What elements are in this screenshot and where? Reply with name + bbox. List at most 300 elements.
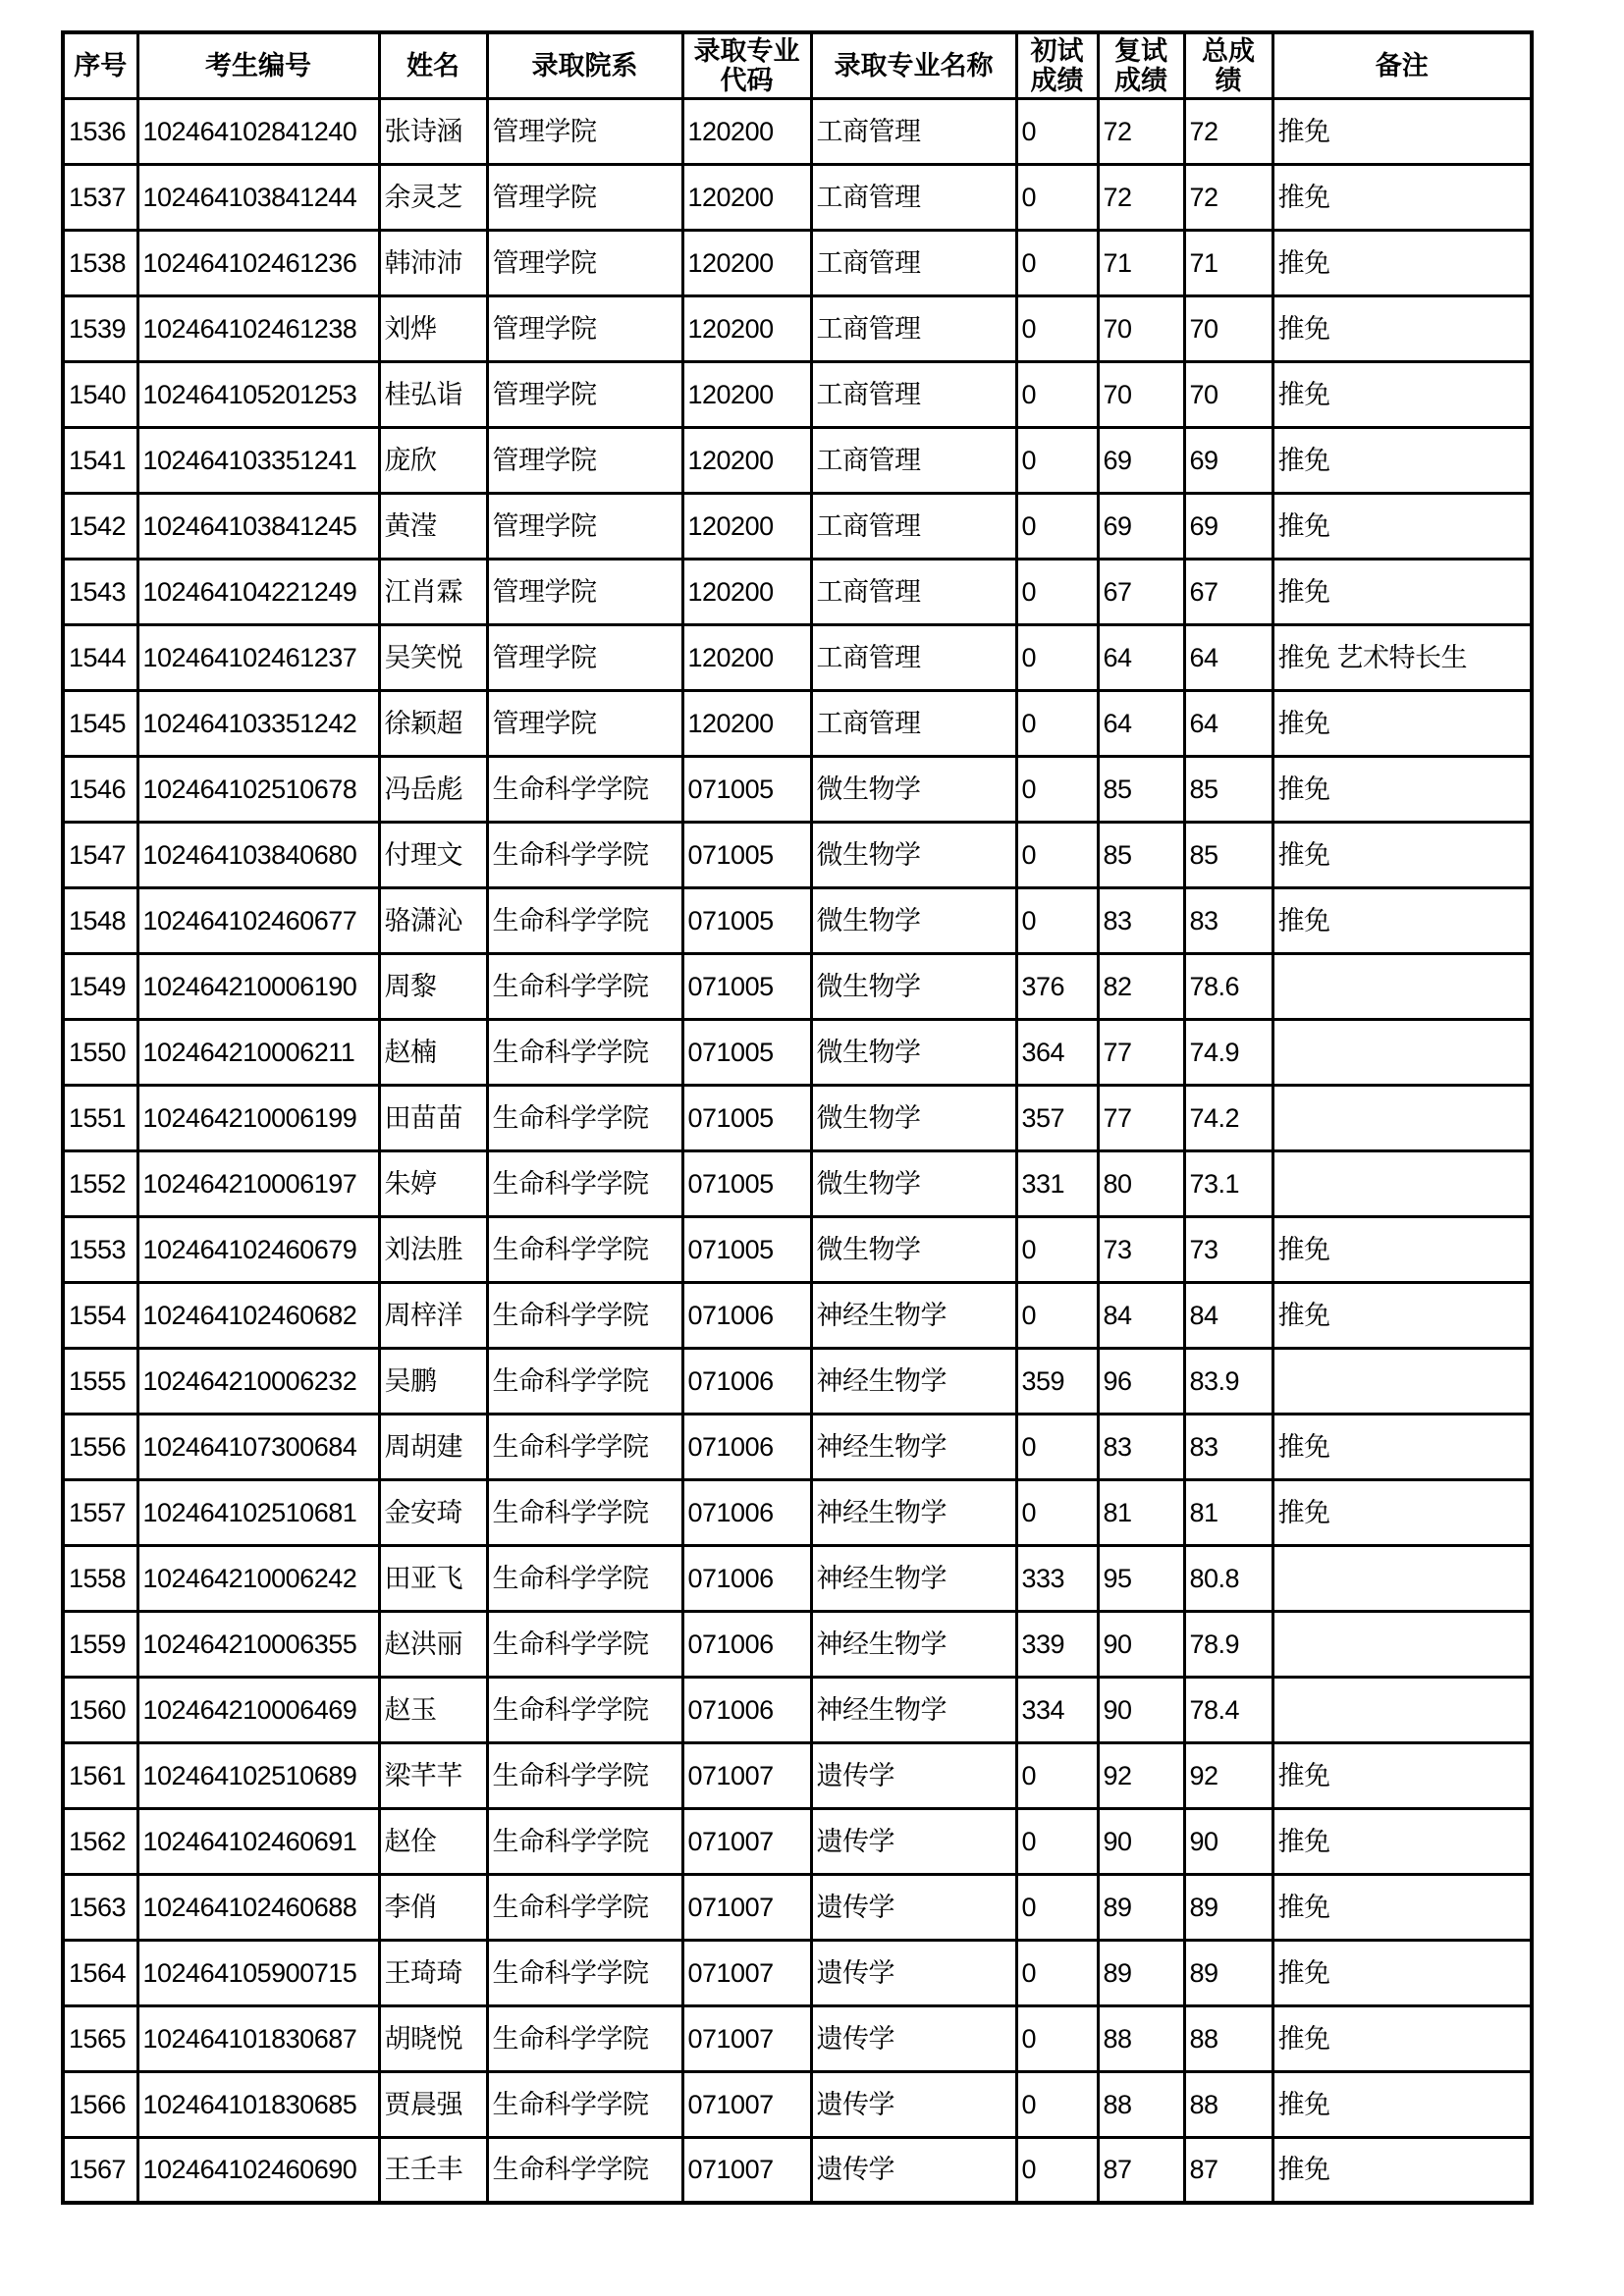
cell-prelim-score: 0	[1016, 2071, 1098, 2137]
cell-total-score: 83	[1184, 1414, 1272, 1479]
header-major-name	[811, 32, 1016, 98]
table-row	[63, 1545, 1532, 1611]
cell-serial-no: 1562	[63, 1808, 137, 1874]
cell-candidate-id: 102464102461237	[137, 624, 379, 690]
cell-candidate-id: 102464101830685	[137, 2071, 379, 2137]
cell-major-code: 071005	[682, 887, 811, 953]
cell-total-score: 78.4	[1184, 1677, 1272, 1742]
cell-remarks: 推免	[1272, 1216, 1532, 1282]
cell-serial-no: 1566	[63, 2071, 137, 2137]
cell-total-score: 88	[1184, 2005, 1272, 2071]
cell-major-name: 遗传学	[811, 2071, 1016, 2137]
cell-serial-no: 1546	[63, 756, 137, 822]
cell-candidate-id: 102464102460688	[137, 1874, 379, 1940]
cell-prelim-score: 0	[1016, 164, 1098, 230]
cell-remarks: 推免	[1272, 1282, 1532, 1348]
cell-prelim-score: 0	[1016, 624, 1098, 690]
table-row	[63, 1150, 1532, 1216]
cell-remarks	[1272, 1150, 1532, 1216]
cell-serial-no: 1550	[63, 1019, 137, 1085]
cell-name: 冯岳彪	[379, 756, 487, 822]
cell-retest-score: 69	[1098, 427, 1184, 493]
cell-major-code: 071005	[682, 822, 811, 887]
cell-major-code: 071005	[682, 1216, 811, 1282]
cell-remarks: 推免	[1272, 295, 1532, 361]
cell-prelim-score: 0	[1016, 98, 1098, 164]
cell-prelim-score: 0	[1016, 1479, 1098, 1545]
cell-name: 付理文	[379, 822, 487, 887]
cell-department: 生命科学学院	[487, 1677, 682, 1742]
cell-serial-no: 1542	[63, 493, 137, 559]
cell-retest-score: 88	[1098, 2071, 1184, 2137]
cell-major-code: 071007	[682, 1940, 811, 2005]
cell-department: 生命科学学院	[487, 1940, 682, 2005]
cell-total-score: 78.6	[1184, 953, 1272, 1019]
cell-candidate-id: 102464104221249	[137, 559, 379, 624]
cell-major-code: 071005	[682, 1019, 811, 1085]
cell-candidate-id: 102464103351242	[137, 690, 379, 756]
cell-department: 生命科学学院	[487, 1874, 682, 1940]
cell-serial-no: 1554	[63, 1282, 137, 1348]
cell-serial-no: 1540	[63, 361, 137, 427]
table-row	[63, 1808, 1532, 1874]
cell-prelim-score: 0	[1016, 1742, 1098, 1808]
cell-major-name: 工商管理	[811, 295, 1016, 361]
cell-candidate-id: 102464210006199	[137, 1085, 379, 1150]
cell-remarks: 推免	[1272, 427, 1532, 493]
cell-prelim-score: 0	[1016, 1282, 1098, 1348]
cell-department: 管理学院	[487, 230, 682, 295]
cell-major-name: 遗传学	[811, 2005, 1016, 2071]
cell-name: 刘法胜	[379, 1216, 487, 1282]
cell-total-score: 84	[1184, 1282, 1272, 1348]
cell-remarks: 推免	[1272, 1940, 1532, 2005]
cell-name: 余灵芝	[379, 164, 487, 230]
cell-serial-no: 1543	[63, 559, 137, 624]
cell-remarks: 推免	[1272, 559, 1532, 624]
cell-name: 赵佺	[379, 1808, 487, 1874]
cell-serial-no: 1559	[63, 1611, 137, 1677]
cell-retest-score: 67	[1098, 559, 1184, 624]
header-line: 姓名	[406, 50, 460, 80]
cell-retest-score: 89	[1098, 1874, 1184, 1940]
cell-department: 管理学院	[487, 164, 682, 230]
table-row	[63, 756, 1532, 822]
cell-major-name: 神经生物学	[811, 1545, 1016, 1611]
table-row	[63, 887, 1532, 953]
cell-prelim-score: 331	[1016, 1150, 1098, 1216]
cell-remarks: 推免	[1272, 1479, 1532, 1545]
table-row	[63, 1874, 1532, 1940]
cell-major-code: 071005	[682, 953, 811, 1019]
header-line: 初试	[1030, 35, 1084, 66]
cell-department: 生命科学学院	[487, 2005, 682, 2071]
cell-major-name: 遗传学	[811, 1940, 1016, 2005]
cell-total-score: 72	[1184, 164, 1272, 230]
cell-candidate-id: 102464210006190	[137, 953, 379, 1019]
cell-remarks: 推免	[1272, 230, 1532, 295]
cell-candidate-id: 102464105201253	[137, 361, 379, 427]
header-row	[63, 32, 1532, 98]
cell-prelim-score: 0	[1016, 1874, 1098, 1940]
cell-name: 骆潇沁	[379, 887, 487, 953]
cell-department: 管理学院	[487, 624, 682, 690]
cell-total-score: 92	[1184, 1742, 1272, 1808]
cell-serial-no: 1551	[63, 1085, 137, 1150]
table-row	[63, 361, 1532, 427]
cell-candidate-id: 102464210006211	[137, 1019, 379, 1085]
cell-major-name: 工商管理	[811, 427, 1016, 493]
table-row	[63, 1348, 1532, 1414]
cell-remarks	[1272, 1019, 1532, 1085]
cell-major-code: 120200	[682, 295, 811, 361]
cell-candidate-id: 102464102841240	[137, 98, 379, 164]
cell-remarks: 推免	[1272, 690, 1532, 756]
cell-department: 生命科学学院	[487, 1216, 682, 1282]
cell-name: 金安琦	[379, 1479, 487, 1545]
cell-major-code: 120200	[682, 361, 811, 427]
cell-remarks	[1272, 1611, 1532, 1677]
cell-department: 生命科学学院	[487, 887, 682, 953]
cell-total-score: 88	[1184, 2071, 1272, 2137]
cell-total-score: 81	[1184, 1479, 1272, 1545]
cell-total-score: 69	[1184, 493, 1272, 559]
cell-major-name: 工商管理	[811, 493, 1016, 559]
cell-total-score: 74.9	[1184, 1019, 1272, 1085]
cell-serial-no: 1549	[63, 953, 137, 1019]
cell-serial-no: 1556	[63, 1414, 137, 1479]
cell-name: 田亚飞	[379, 1545, 487, 1611]
cell-major-name: 工商管理	[811, 98, 1016, 164]
cell-department: 生命科学学院	[487, 756, 682, 822]
cell-candidate-id: 102464102460690	[137, 2137, 379, 2203]
cell-retest-score: 64	[1098, 624, 1184, 690]
cell-total-score: 78.9	[1184, 1611, 1272, 1677]
cell-retest-score: 71	[1098, 230, 1184, 295]
cell-retest-score: 64	[1098, 690, 1184, 756]
table-row	[63, 2071, 1532, 2137]
cell-remarks: 推免	[1272, 98, 1532, 164]
cell-major-code: 120200	[682, 427, 811, 493]
cell-retest-score: 90	[1098, 1808, 1184, 1874]
cell-total-score: 80.8	[1184, 1545, 1272, 1611]
cell-serial-no: 1552	[63, 1150, 137, 1216]
table-row	[63, 1282, 1532, 1348]
cell-prelim-score: 357	[1016, 1085, 1098, 1150]
cell-candidate-id: 102464103841245	[137, 493, 379, 559]
cell-retest-score: 88	[1098, 2005, 1184, 2071]
cell-candidate-id: 102464102460677	[137, 887, 379, 953]
table-row	[63, 1611, 1532, 1677]
cell-major-code: 120200	[682, 493, 811, 559]
cell-total-score: 72	[1184, 98, 1272, 164]
cell-major-code: 071006	[682, 1611, 811, 1677]
cell-department: 管理学院	[487, 361, 682, 427]
table-row	[63, 1940, 1532, 2005]
cell-total-score: 67	[1184, 559, 1272, 624]
cell-prelim-score: 339	[1016, 1611, 1098, 1677]
cell-department: 管理学院	[487, 559, 682, 624]
cell-retest-score: 70	[1098, 295, 1184, 361]
cell-major-code: 071007	[682, 2005, 811, 2071]
cell-total-score: 69	[1184, 427, 1272, 493]
cell-prelim-score: 0	[1016, 559, 1098, 624]
cell-name: 周梓洋	[379, 1282, 487, 1348]
header-serial-no	[63, 32, 137, 98]
cell-name: 王壬丰	[379, 2137, 487, 2203]
cell-retest-score: 92	[1098, 1742, 1184, 1808]
cell-serial-no: 1567	[63, 2137, 137, 2203]
header-total-score	[1184, 32, 1272, 98]
cell-department: 管理学院	[487, 98, 682, 164]
cell-major-name: 工商管理	[811, 559, 1016, 624]
cell-major-name: 神经生物学	[811, 1414, 1016, 1479]
table-row	[63, 624, 1532, 690]
cell-retest-score: 77	[1098, 1085, 1184, 1150]
cell-serial-no: 1545	[63, 690, 137, 756]
cell-department: 生命科学学院	[487, 953, 682, 1019]
cell-prelim-score: 0	[1016, 230, 1098, 295]
cell-remarks	[1272, 1677, 1532, 1742]
cell-serial-no: 1541	[63, 427, 137, 493]
cell-total-score: 70	[1184, 295, 1272, 361]
cell-serial-no: 1548	[63, 887, 137, 953]
header-line: 序号	[74, 50, 128, 80]
cell-major-name: 神经生物学	[811, 1348, 1016, 1414]
header-prelim-score	[1016, 32, 1098, 98]
cell-retest-score: 82	[1098, 953, 1184, 1019]
cell-name: 王琦琦	[379, 1940, 487, 2005]
cell-total-score: 74.2	[1184, 1085, 1272, 1150]
cell-major-name: 微生物学	[811, 887, 1016, 953]
cell-name: 张诗涵	[379, 98, 487, 164]
cell-major-code: 071005	[682, 1085, 811, 1150]
cell-retest-score: 96	[1098, 1348, 1184, 1414]
cell-remarks: 推免	[1272, 822, 1532, 887]
cell-retest-score: 89	[1098, 1940, 1184, 2005]
cell-retest-score: 77	[1098, 1019, 1184, 1085]
cell-remarks	[1272, 1348, 1532, 1414]
cell-retest-score: 87	[1098, 2137, 1184, 2203]
cell-candidate-id: 102464210006242	[137, 1545, 379, 1611]
cell-major-code: 071006	[682, 1545, 811, 1611]
cell-total-score: 70	[1184, 361, 1272, 427]
cell-retest-score: 90	[1098, 1611, 1184, 1677]
cell-major-name: 遗传学	[811, 1742, 1016, 1808]
cell-prelim-score: 0	[1016, 690, 1098, 756]
table-row	[63, 2005, 1532, 2071]
cell-major-name: 工商管理	[811, 624, 1016, 690]
cell-name: 桂弘诣	[379, 361, 487, 427]
cell-total-score: 73	[1184, 1216, 1272, 1282]
cell-candidate-id: 102464210006469	[137, 1677, 379, 1742]
table-row	[63, 1414, 1532, 1479]
cell-prelim-score: 0	[1016, 756, 1098, 822]
cell-major-name: 遗传学	[811, 2137, 1016, 2203]
cell-serial-no: 1565	[63, 2005, 137, 2071]
cell-prelim-score: 0	[1016, 1940, 1098, 2005]
cell-candidate-id: 102464103841244	[137, 164, 379, 230]
cell-name: 赵楠	[379, 1019, 487, 1085]
cell-major-name: 微生物学	[811, 1085, 1016, 1150]
cell-major-name: 工商管理	[811, 230, 1016, 295]
header-line: 成绩	[1114, 65, 1167, 95]
header-line: 录取专业名称	[834, 50, 994, 80]
cell-prelim-score: 0	[1016, 1414, 1098, 1479]
cell-total-score: 71	[1184, 230, 1272, 295]
cell-remarks: 推免	[1272, 1414, 1532, 1479]
cell-candidate-id: 102464102510689	[137, 1742, 379, 1808]
cell-serial-no: 1555	[63, 1348, 137, 1414]
cell-prelim-score: 333	[1016, 1545, 1098, 1611]
cell-candidate-id: 102464105900715	[137, 1940, 379, 2005]
cell-department: 管理学院	[487, 690, 682, 756]
cell-candidate-id: 102464102460682	[137, 1282, 379, 1348]
cell-prelim-score: 364	[1016, 1019, 1098, 1085]
cell-remarks	[1272, 1545, 1532, 1611]
cell-major-code: 071005	[682, 756, 811, 822]
cell-name: 徐颖超	[379, 690, 487, 756]
table-row	[63, 98, 1532, 164]
cell-serial-no: 1544	[63, 624, 137, 690]
cell-name: 胡晓悦	[379, 2005, 487, 2071]
cell-retest-score: 80	[1098, 1150, 1184, 1216]
cell-retest-score: 72	[1098, 164, 1184, 230]
cell-serial-no: 1536	[63, 98, 137, 164]
cell-retest-score: 90	[1098, 1677, 1184, 1742]
cell-major-code: 071005	[682, 1150, 811, 1216]
cell-major-code: 120200	[682, 164, 811, 230]
cell-total-score: 89	[1184, 1940, 1272, 2005]
cell-name: 周胡建	[379, 1414, 487, 1479]
cell-serial-no: 1558	[63, 1545, 137, 1611]
cell-remarks: 推免	[1272, 493, 1532, 559]
cell-retest-score: 73	[1098, 1216, 1184, 1282]
cell-major-code: 071007	[682, 1742, 811, 1808]
table-row	[63, 1019, 1532, 1085]
header-retest-score	[1098, 32, 1184, 98]
cell-name: 黄滢	[379, 493, 487, 559]
cell-total-score: 73.1	[1184, 1150, 1272, 1216]
cell-department: 生命科学学院	[487, 1282, 682, 1348]
cell-department: 生命科学学院	[487, 1085, 682, 1150]
cell-major-name: 微生物学	[811, 822, 1016, 887]
table-row	[63, 559, 1532, 624]
cell-major-code: 120200	[682, 624, 811, 690]
cell-remarks: 推免	[1272, 756, 1532, 822]
cell-name: 朱婷	[379, 1150, 487, 1216]
cell-serial-no: 1561	[63, 1742, 137, 1808]
cell-prelim-score: 0	[1016, 295, 1098, 361]
cell-remarks: 推免	[1272, 2071, 1532, 2137]
cell-name: 周黎	[379, 953, 487, 1019]
cell-name: 李俏	[379, 1874, 487, 1940]
cell-prelim-score: 0	[1016, 493, 1098, 559]
cell-prelim-score: 0	[1016, 2005, 1098, 2071]
cell-department: 生命科学学院	[487, 1414, 682, 1479]
cell-major-code: 120200	[682, 690, 811, 756]
header-line: 录取专业	[693, 35, 800, 66]
header-line: 备注	[1375, 50, 1429, 80]
cell-candidate-id: 102464103840680	[137, 822, 379, 887]
cell-major-name: 神经生物学	[811, 1677, 1016, 1742]
cell-prelim-score: 334	[1016, 1677, 1098, 1742]
cell-remarks: 推免 艺术特长生	[1272, 624, 1532, 690]
cell-major-name: 遗传学	[811, 1874, 1016, 1940]
table-row	[63, 230, 1532, 295]
header-line: 总成	[1202, 35, 1255, 66]
cell-remarks: 推免	[1272, 887, 1532, 953]
cell-remarks	[1272, 953, 1532, 1019]
cell-total-score: 64	[1184, 624, 1272, 690]
cell-department: 生命科学学院	[487, 1742, 682, 1808]
table-row	[63, 1216, 1532, 1282]
cell-name: 吴笑悦	[379, 624, 487, 690]
table-row	[63, 690, 1532, 756]
cell-retest-score: 81	[1098, 1479, 1184, 1545]
cell-department: 管理学院	[487, 295, 682, 361]
header-line: 成绩	[1030, 65, 1084, 95]
cell-candidate-id: 102464102510678	[137, 756, 379, 822]
cell-candidate-id: 102464102510681	[137, 1479, 379, 1545]
cell-prelim-score: 0	[1016, 427, 1098, 493]
cell-major-name: 微生物学	[811, 1216, 1016, 1282]
cell-major-name: 神经生物学	[811, 1282, 1016, 1348]
cell-candidate-id: 102464102460679	[137, 1216, 379, 1282]
cell-candidate-id: 102464102461236	[137, 230, 379, 295]
cell-serial-no: 1538	[63, 230, 137, 295]
cell-name: 吴鹏	[379, 1348, 487, 1414]
cell-department: 生命科学学院	[487, 1348, 682, 1414]
table-row	[63, 1085, 1532, 1150]
cell-department: 管理学院	[487, 427, 682, 493]
table-row	[63, 427, 1532, 493]
table-row	[63, 1742, 1532, 1808]
cell-prelim-score: 0	[1016, 822, 1098, 887]
cell-major-code: 071007	[682, 2071, 811, 2137]
cell-prelim-score: 376	[1016, 953, 1098, 1019]
cell-retest-score: 72	[1098, 98, 1184, 164]
cell-department: 生命科学学院	[487, 2137, 682, 2203]
cell-major-code: 071007	[682, 2137, 811, 2203]
cell-name: 庞欣	[379, 427, 487, 493]
cell-name: 贾晨强	[379, 2071, 487, 2137]
cell-major-name: 工商管理	[811, 690, 1016, 756]
cell-serial-no: 1557	[63, 1479, 137, 1545]
cell-major-name: 遗传学	[811, 1808, 1016, 1874]
cell-name: 韩沛沛	[379, 230, 487, 295]
cell-serial-no: 1547	[63, 822, 137, 887]
cell-department: 管理学院	[487, 493, 682, 559]
table-row	[63, 1479, 1532, 1545]
cell-prelim-score: 359	[1016, 1348, 1098, 1414]
cell-department: 生命科学学院	[487, 2071, 682, 2137]
cell-major-name: 神经生物学	[811, 1479, 1016, 1545]
cell-major-name: 微生物学	[811, 1150, 1016, 1216]
cell-name: 赵玉	[379, 1677, 487, 1742]
cell-total-score: 83.9	[1184, 1348, 1272, 1414]
cell-name: 赵洪丽	[379, 1611, 487, 1677]
cell-remarks: 推免	[1272, 1742, 1532, 1808]
cell-candidate-id: 102464102460691	[137, 1808, 379, 1874]
cell-name: 江肖霖	[379, 559, 487, 624]
cell-prelim-score: 0	[1016, 887, 1098, 953]
cell-remarks: 推免	[1272, 2005, 1532, 2071]
cell-major-name: 工商管理	[811, 361, 1016, 427]
cell-prelim-score: 0	[1016, 361, 1098, 427]
cell-serial-no: 1553	[63, 1216, 137, 1282]
cell-serial-no: 1564	[63, 1940, 137, 2005]
